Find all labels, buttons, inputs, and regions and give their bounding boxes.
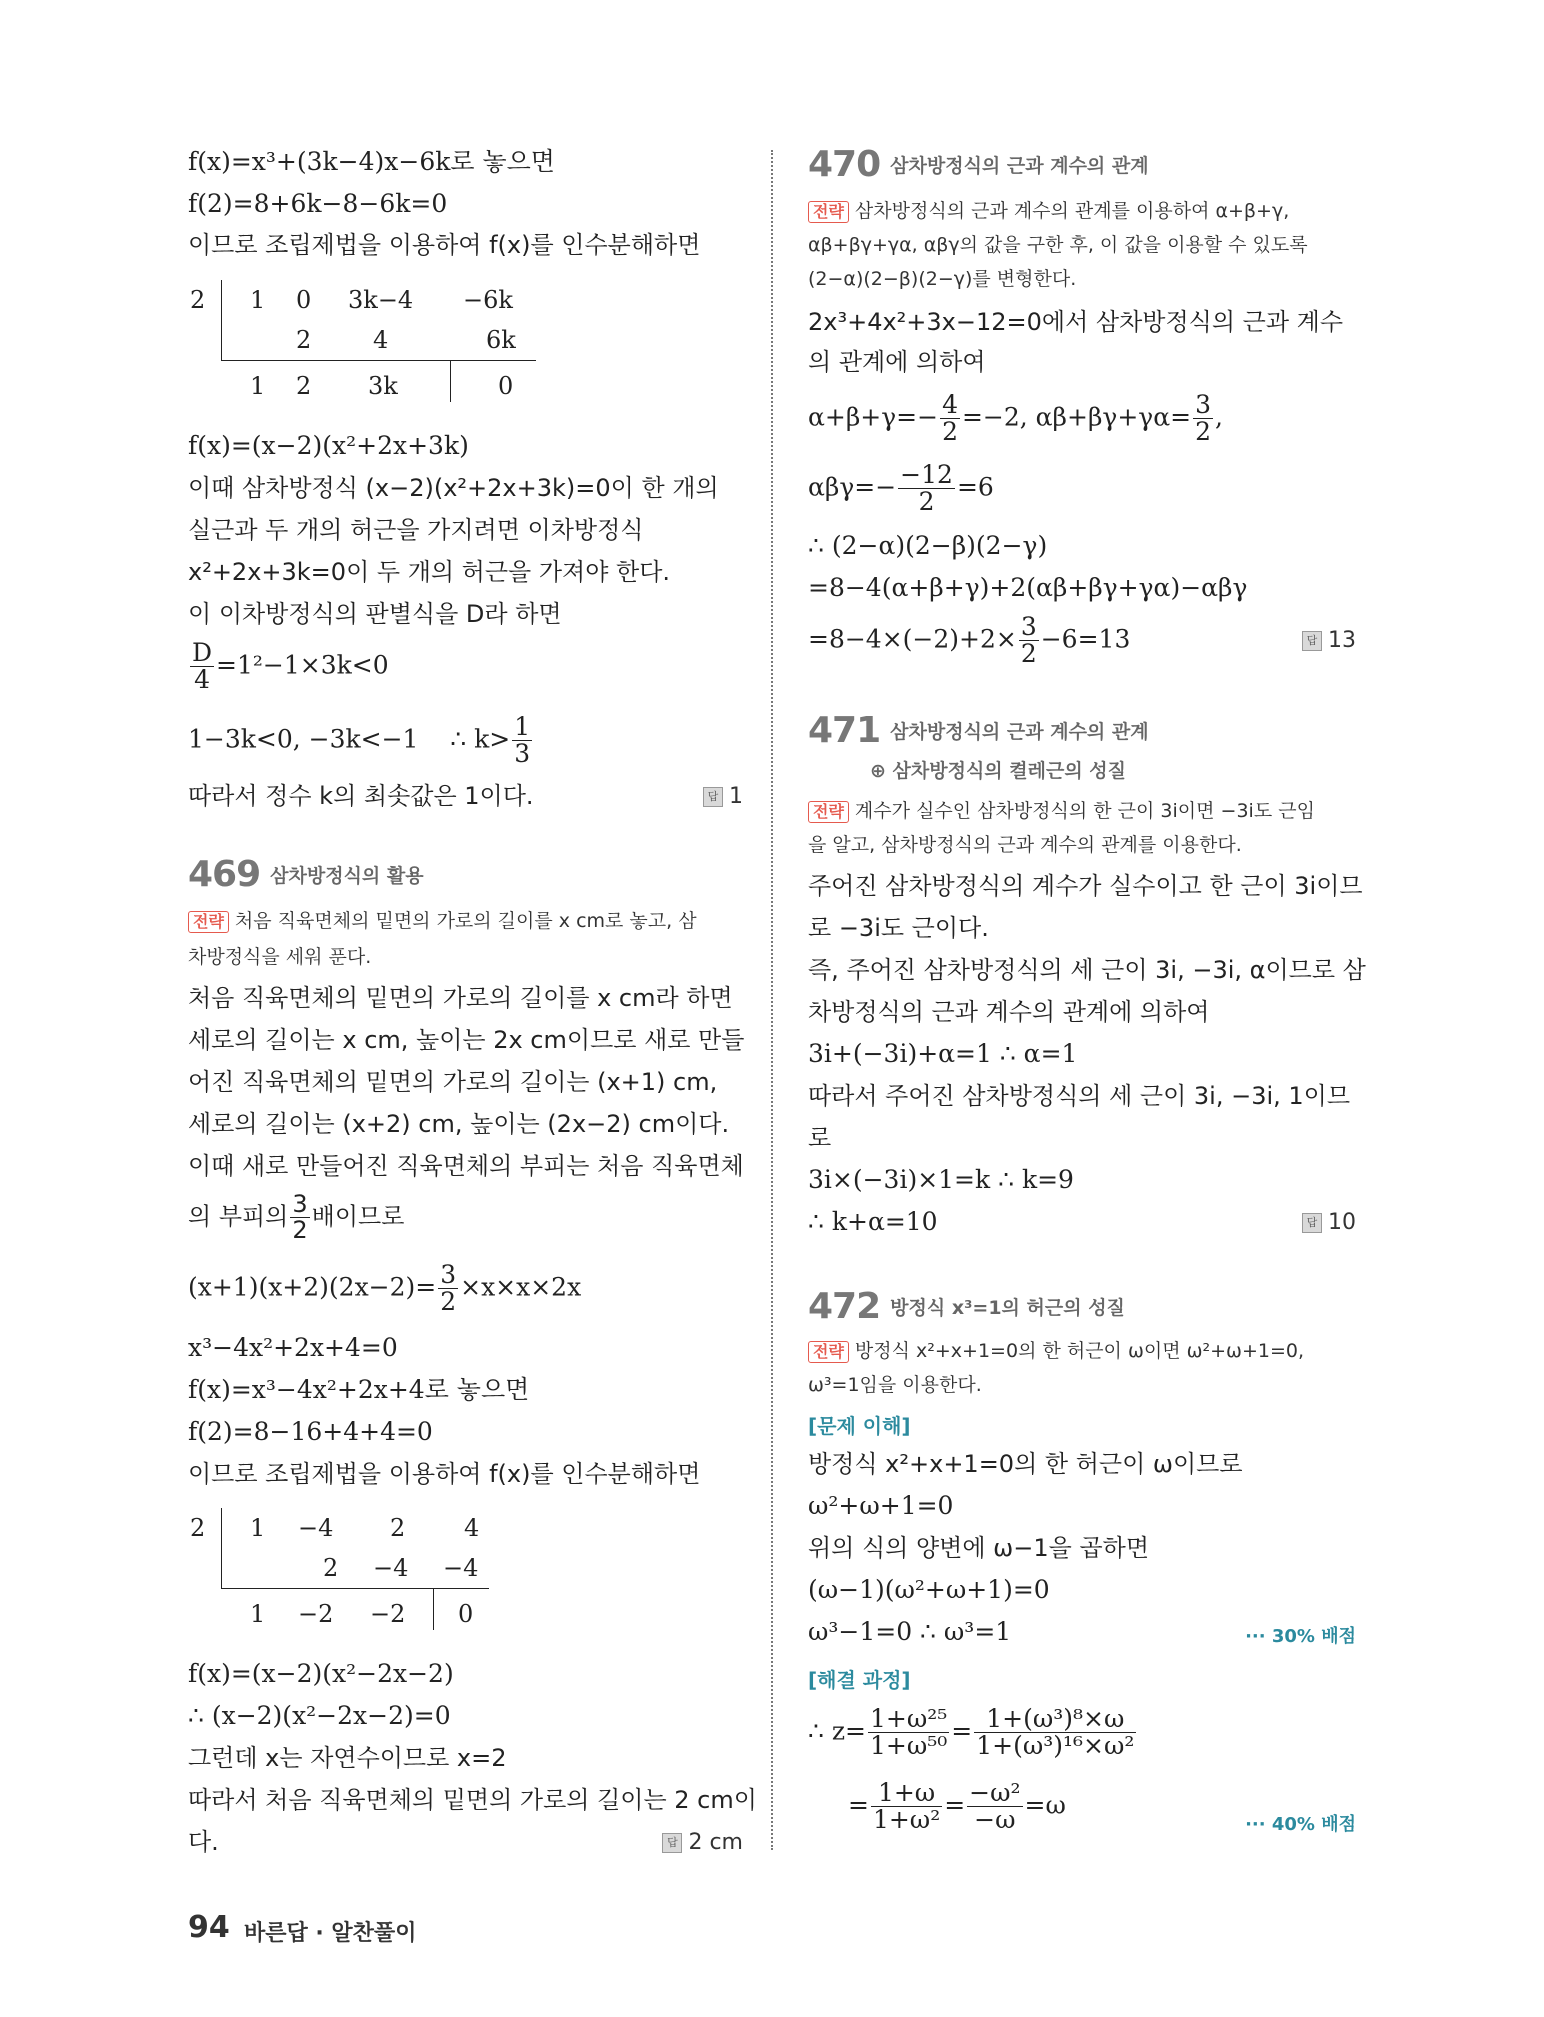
synth-cell: −6k	[463, 286, 513, 314]
synth-cell: 1	[250, 372, 266, 400]
equation-line: (x+1)(x+2)(2x−2)= $\frac{3}{2}$ ×x×x×2x	[188, 1260, 582, 1317]
synth-cell: 4	[464, 1514, 480, 1542]
synth-cell: −2	[370, 1600, 406, 1628]
problem-number: 469	[188, 854, 261, 895]
text-line: f(x)=(x−2)(x²+2x+3k)	[188, 431, 469, 460]
synth-cell: 2	[323, 1554, 339, 1582]
answer: 답 13	[1302, 628, 1356, 653]
synth-cell: 4	[373, 326, 389, 354]
text-line: 2x³+4x²+3x−12=0에서 삼차방정식의 근과 계수	[808, 308, 1344, 336]
strategy: αβ+βγ+γα, αβγ의 값을 구한 후, 이 값을 이용할 수 있도록	[808, 234, 1308, 256]
synth-cell: 1	[250, 286, 266, 314]
text-line: f(x)=x³+(3k−4)x−6k로 놓으면	[188, 147, 555, 176]
synth-cell: −2	[298, 1600, 334, 1628]
problem-header-470	[808, 144, 1149, 185]
text-line: 이므로 조립제법을 이용하여 f(x)를 인수분해하면	[188, 231, 701, 259]
text-line: 로	[808, 1124, 832, 1152]
problem-title: 삼차방정식의 활용	[270, 865, 424, 887]
column-divider	[771, 150, 773, 1850]
text-line: x²+2x+3k=0이 두 개의 허근을 가져야 한다.	[188, 558, 671, 586]
synth-divisor: 2	[190, 286, 206, 314]
synth-cell: 1	[250, 1514, 266, 1542]
text-line: 의 관계에 의하여	[808, 348, 986, 376]
text-line: f(2)=8+6k−8−6k=0	[188, 189, 448, 218]
strategy: 전략 삼차방정식의 근과 계수의 관계를 이용하여 α+β+γ,	[808, 196, 1289, 226]
strategy: 을 알고, 삼차방정식의 근과 계수의 관계를 이용한다.	[808, 834, 1242, 856]
problem-subtitle: ⊕ 삼차방정식의 켤레근의 성질	[870, 760, 1127, 782]
synth-cell: −4	[443, 1554, 479, 1582]
synth-cell: −4	[298, 1514, 334, 1542]
strategy: ω³=1임을 이용한다.	[808, 1374, 982, 1396]
answer: 답 2 cm	[662, 1830, 743, 1855]
answer-icon: 답	[1302, 1213, 1322, 1233]
text-line: 이 이차방정식의 판별식을 D라 하면	[188, 600, 562, 628]
footer-title: 바른답 · 알찬풀이	[244, 1921, 417, 1946]
synthetic-division-2	[188, 1508, 508, 1628]
synth-cell: 2	[296, 372, 312, 400]
inequality-line: 1−3k<0, −3k<−1 ∴ k> $\frac{1}{3}$	[188, 712, 531, 769]
answer-icon: 답	[662, 1833, 682, 1853]
strategy-tag: 전략	[808, 201, 849, 223]
text-line: (ω−1)(ω²+ω+1)=0	[808, 1575, 1050, 1604]
text-line: 방정식 x²+x+1=0의 한 허근이 ω이므로	[808, 1450, 1243, 1478]
problem-number: 472	[808, 1286, 881, 1327]
synth-cell: 1	[250, 1600, 266, 1628]
page-number: 94	[188, 1910, 230, 1945]
strategy-tag: 전략	[188, 911, 229, 933]
text-line: 위의 식의 양변에 ω−1을 곱하면	[808, 1534, 1150, 1562]
text-line: 세로의 길이는 (x+2) cm, 높이는 (2x−2) cm이다.	[188, 1110, 730, 1138]
section-label: [문제 이해]	[808, 1414, 911, 1438]
answer: 답 1	[703, 784, 743, 809]
text-line: f(2)=8−16+4+4=0	[188, 1417, 433, 1446]
synth-remainder: 0	[498, 372, 514, 400]
text-line: 따라서 처음 직육면체의 밑면의 가로의 길이는 2 cm이	[188, 1786, 757, 1814]
problem-title: 방정식 x³=1의 허근의 성질	[890, 1297, 1125, 1319]
text-line: 이므로 조립제법을 이용하여 f(x)를 인수분해하면	[188, 1460, 701, 1488]
synth-cell: 3k−4	[348, 286, 414, 314]
text-line: 다.	[188, 1828, 219, 1856]
text-line: =8−4(α+β+γ)+2(αβ+βγ+γα)−αβγ	[808, 573, 1248, 602]
problem-header-471	[808, 710, 1149, 751]
vieta-sum-line: α+β+γ=− $\frac{4}{2}$ =−2, αβ+βγ+γα= $\frac{3}{2}$ ,	[808, 390, 1223, 447]
synth-cell: −4	[373, 1554, 409, 1582]
strategy: 전략 방정식 x²+x+1=0의 한 허근이 ω이면 ω²+ω+1=0,	[808, 1336, 1304, 1366]
problem-number: 471	[808, 710, 881, 751]
text-line: 주어진 삼차방정식의 계수가 실수이고 한 근이 3i이므	[808, 872, 1363, 900]
synth-cell: 0	[296, 286, 312, 314]
synth-cell: 2	[296, 326, 312, 354]
text-line: 즉, 주어진 삼차방정식의 세 근이 3i, −3i, α이므로 삼	[808, 956, 1366, 984]
synth-cell: 2	[390, 1514, 406, 1542]
synth-remainder: 0	[458, 1600, 474, 1628]
text-line: 세로의 길이는 x cm, 높이는 2x cm이므로 새로 만들	[188, 1026, 745, 1054]
answer-icon: 답	[1302, 631, 1322, 651]
strategy-tag: 전략	[808, 801, 849, 823]
text-line: 실근과 두 개의 허근을 가지려면 이차방정식	[188, 516, 644, 544]
synth-cell: 6k	[486, 326, 516, 354]
text-line: 이때 새로 만들어진 직육면체의 부피는 처음 직육면체	[188, 1152, 744, 1180]
text-line: 3i×(−3i)×1=k ∴ k=9	[808, 1165, 1074, 1194]
strategy: 전략 계수가 실수인 삼차방정식의 한 근이 3i이면 −3i도 근임	[808, 796, 1315, 826]
score-note: ··· 30% 배점	[1245, 1626, 1356, 1647]
problem-header-472	[808, 1286, 1125, 1327]
text-line: 처음 직육면체의 밑면의 가로의 길이를 x cm라 하면	[188, 984, 733, 1012]
final-line: =8−4×(−2)+2× $\frac{3}{2}$ −6=13	[808, 612, 1131, 669]
text-line: 차방정식의 근과 계수의 관계에 의하여	[808, 998, 1210, 1026]
text-line: f(x)=x³−4x²+2x+4로 놓으면	[188, 1375, 530, 1404]
synth-cell: 3k	[368, 372, 398, 400]
text-line: 그런데 x는 자연수이므로 x=2	[188, 1744, 507, 1772]
text-line: 이때 삼차방정식 (x−2)(x²+2x+3k)=0이 한 개의	[188, 474, 719, 502]
text-line: ω³−1=0 ∴ ω³=1	[808, 1617, 1012, 1646]
discriminant-line: $\frac{D}{4}$ =1²−1×3k<0	[192, 638, 389, 695]
answer-icon: 답	[703, 787, 723, 807]
score-note: ··· 40% 배점	[1245, 1814, 1356, 1835]
synth-divisor: 2	[190, 1514, 206, 1542]
text-line: 로 −3i도 근이다.	[808, 914, 989, 942]
section-label: [해결 과정]	[808, 1668, 911, 1692]
answer: 답 10	[1302, 1210, 1356, 1235]
text-line: ∴ (2−α)(2−β)(2−γ)	[808, 531, 1048, 560]
problem-number: 470	[808, 144, 881, 185]
z-line-1: ∴ z= $\frac{\text{1+ω²⁵}}{\text{1+ω⁵⁰}}$ = $\frac{\text{1+(ω³)⁸×ω}}{\text{1+(ω³)¹⁶×ω²}}$	[808, 1704, 1135, 1761]
text-line: ∴ (x−2)(x²−2x−2)=0	[188, 1701, 451, 1730]
volume-line: 의 부피의 $\frac{3}{2}$ 배이므로	[188, 1190, 405, 1245]
strategy: 전략 처음 직육면체의 밑면의 가로의 길이를 x cm로 놓고, 삼	[188, 906, 697, 936]
problem-title: 삼차방정식의 근과 계수의 관계	[890, 721, 1149, 743]
text-line: 따라서 정수 k의 최솟값은 1이다.	[188, 782, 534, 810]
text-line: 따라서 주어진 삼차방정식의 세 근이 3i, −3i, 1이므	[808, 1082, 1351, 1110]
strategy: 차방정식을 세워 푼다.	[188, 946, 372, 968]
text-line: f(x)=(x−2)(x²−2x−2)	[188, 1659, 454, 1688]
problem-title: 삼차방정식의 근과 계수의 관계	[890, 155, 1149, 177]
text-line: ∴ k+α=10	[808, 1207, 938, 1236]
text-line: 3i+(−3i)+α=1 ∴ α=1	[808, 1039, 1078, 1068]
strategy: (2−α)(2−β)(2−γ)를 변형한다.	[808, 268, 1077, 290]
problem-header-469	[188, 854, 424, 895]
text-line: x³−4x²+2x+4=0	[188, 1333, 398, 1362]
text-line: ω²+ω+1=0	[808, 1491, 954, 1520]
strategy-tag: 전략	[808, 1341, 849, 1363]
vieta-product-line: αβγ=− $\frac{-12}{2}$ =6	[808, 460, 994, 517]
z-line-2: = $\frac{1+\omega}{\text{1+ω²}}$ = $\frac{\text{−ω²}}{-\omega}$ =ω	[848, 1778, 1066, 1835]
text-line: 어진 직육면체의 밑면의 가로의 길이는 (x+1) cm,	[188, 1068, 718, 1096]
synthetic-division-1	[188, 280, 548, 400]
